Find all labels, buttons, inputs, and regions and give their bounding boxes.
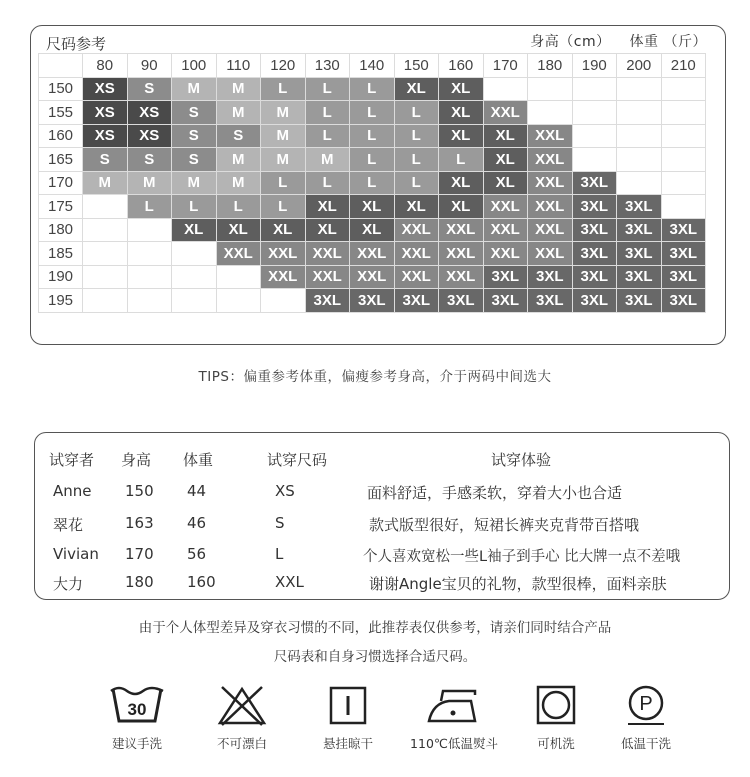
disclaimer-line-1: 由于个人体型差异及穿衣习惯的不同，此推荐表仅供参考，请亲们同时结合产品 (138, 620, 612, 636)
size-cell: 3XL (572, 242, 617, 266)
weight-header: 140 (350, 54, 395, 78)
weight-header: 210 (661, 54, 706, 78)
empty-cell (528, 101, 573, 125)
size-cell: 3XL (528, 289, 573, 313)
empty-cell (617, 124, 662, 148)
size-cell: L (261, 171, 306, 195)
weight-header: 150 (394, 54, 439, 78)
size-row (39, 218, 706, 242)
size-cell: 3XL (483, 265, 528, 289)
weight-header: 160 (439, 54, 484, 78)
size-cell: S (127, 77, 172, 101)
trial-weight: 44 (187, 482, 207, 500)
size-cell: XXL (394, 265, 439, 289)
size-cell: XXL (528, 124, 573, 148)
empty-cell (216, 289, 261, 313)
height-header: 180 (39, 218, 83, 242)
size-cell: L (350, 77, 395, 101)
size-cell: S (83, 148, 128, 172)
size-cell: 3XL (661, 242, 706, 266)
empty-cell (617, 171, 662, 195)
size-cell: XL (305, 218, 350, 242)
size-row (39, 195, 706, 219)
trial-weight: 160 (187, 573, 216, 591)
size-cell: XL (261, 218, 306, 242)
size-chart (30, 25, 726, 345)
size-cell: XXL (439, 218, 484, 242)
empty-cell (127, 265, 172, 289)
empty-cell (661, 77, 706, 101)
size-cell: 3XL (617, 289, 662, 313)
size-cell: L (216, 195, 261, 219)
size-cell: XXL (261, 265, 306, 289)
size-cell: XXL (528, 171, 573, 195)
size-cell: XL (350, 195, 395, 219)
size-cell: L (350, 101, 395, 125)
height-header: 170 (39, 171, 83, 195)
size-cell: XL (439, 77, 484, 101)
size-cell: XXL (305, 265, 350, 289)
size-cell: 3XL (394, 289, 439, 313)
size-cell: M (216, 171, 261, 195)
weight-header: 190 (572, 54, 617, 78)
size-cell: L (350, 148, 395, 172)
size-cell: L (439, 148, 484, 172)
header-height: 身高 (121, 451, 152, 469)
size-cell: XXL (394, 242, 439, 266)
size-cell: M (216, 101, 261, 125)
empty-cell (617, 77, 662, 101)
size-cell: M (216, 77, 261, 101)
empty-cell (172, 265, 217, 289)
size-cell: XXL (350, 265, 395, 289)
trial-name: 大力 (53, 575, 84, 593)
care-item-no-bleach (194, 683, 290, 752)
size-cell: XXL (394, 218, 439, 242)
care-item-machine-wash (508, 683, 604, 752)
size-cell: 3XL (617, 195, 662, 219)
trial-experience: 面料舒适，手感柔软，穿着大小也合适 (367, 484, 623, 502)
size-cell: L (305, 171, 350, 195)
empty-cell (572, 77, 617, 101)
size-row (39, 289, 706, 313)
size-cell: L (394, 171, 439, 195)
size-cell: 3XL (483, 289, 528, 313)
size-cell: XL (483, 171, 528, 195)
hang-dry-icon (318, 683, 378, 727)
empty-cell (617, 101, 662, 125)
size-cell: S (172, 124, 217, 148)
size-cell: XS (127, 101, 172, 125)
trial-size: S (275, 514, 285, 532)
size-cell: L (350, 171, 395, 195)
weight-header: 80 (83, 54, 128, 78)
empty-cell (172, 289, 217, 313)
size-row (39, 265, 706, 289)
size-cell: XL (216, 218, 261, 242)
size-cell: M (172, 77, 217, 101)
size-cell: XL (483, 148, 528, 172)
size-cell: XL (483, 124, 528, 148)
size-cell: 3XL (572, 289, 617, 313)
trial-experience: 个人喜欢宽松一些L袖子到手心 比大牌一点不差哦 (363, 549, 681, 565)
size-cell: XXL (528, 242, 573, 266)
empty-cell (572, 101, 617, 125)
size-chart-title: 尺码参考 (46, 35, 107, 53)
trial-size: L (275, 545, 284, 563)
empty-cell (661, 195, 706, 219)
size-cell: XXL (483, 195, 528, 219)
height-unit-label: 身高（cm） (530, 34, 611, 50)
low-iron-icon (419, 683, 489, 727)
size-cell: XS (83, 77, 128, 101)
size-cell: L (305, 77, 350, 101)
size-cell: M (305, 148, 350, 172)
size-cell: L (261, 77, 306, 101)
empty-cell (572, 124, 617, 148)
trial-name: Vivian (53, 545, 99, 563)
size-cell: M (261, 148, 306, 172)
size-cell: 3XL (572, 171, 617, 195)
weight-header: 110 (216, 54, 261, 78)
size-row (39, 148, 706, 172)
empty-cell (572, 148, 617, 172)
care-label: 悬挂晾干 (322, 736, 373, 751)
size-cell: XL (439, 124, 484, 148)
care-label: 不可漂白 (216, 736, 267, 751)
empty-cell (661, 124, 706, 148)
size-row (39, 101, 706, 125)
size-cell: L (394, 148, 439, 172)
trial-height: 170 (125, 545, 154, 563)
care-label: 110℃低温熨斗 (410, 736, 498, 751)
empty-cell (528, 77, 573, 101)
size-cell: 3XL (439, 289, 484, 313)
empty-cell (261, 289, 306, 313)
size-cell: XL (172, 218, 217, 242)
wash-temp: 30 (127, 700, 147, 719)
machine-wash-icon (526, 683, 586, 727)
size-cell: XL (305, 195, 350, 219)
dry-clean-p-icon (616, 683, 676, 727)
size-cell: 3XL (572, 218, 617, 242)
size-cell: M (127, 171, 172, 195)
header-weight: 体重 (183, 451, 214, 469)
size-chart-units (516, 31, 707, 51)
trial-size: XXL (275, 573, 304, 591)
trial-name: Anne (53, 482, 92, 500)
size-cell: XL (439, 171, 484, 195)
hand-wash-30-icon (107, 683, 167, 727)
size-cell: XS (127, 124, 172, 148)
weight-header: 170 (483, 54, 528, 78)
table-corner (39, 54, 83, 78)
size-cell: L (172, 195, 217, 219)
size-table (38, 53, 706, 313)
empty-cell (617, 148, 662, 172)
size-cell: XXL (483, 218, 528, 242)
size-cell: L (127, 195, 172, 219)
care-item-iron (406, 683, 502, 752)
header-size: 试穿尺码 (267, 451, 328, 469)
trial-table (34, 432, 730, 600)
header-experience: 试穿体验 (491, 451, 552, 469)
empty-cell (127, 218, 172, 242)
empty-cell (661, 148, 706, 172)
size-cell: XL (439, 195, 484, 219)
empty-cell (661, 101, 706, 125)
no-bleach-icon (212, 683, 272, 727)
height-header: 150 (39, 77, 83, 101)
weight-header: 200 (617, 54, 662, 78)
weight-header: 180 (528, 54, 573, 78)
size-cell: XS (83, 101, 128, 125)
trial-size: XS (275, 482, 295, 500)
size-cell: L (305, 124, 350, 148)
size-cell: S (127, 148, 172, 172)
empty-cell (661, 171, 706, 195)
size-cell: 3XL (661, 289, 706, 313)
height-header: 165 (39, 148, 83, 172)
size-cell: XXL (350, 242, 395, 266)
empty-cell (127, 289, 172, 313)
size-cell: S (172, 148, 217, 172)
size-cell: S (172, 101, 217, 125)
dry-clean-letter: P (639, 693, 653, 715)
size-cell: XXL (483, 101, 528, 125)
size-cell: XXL (439, 242, 484, 266)
height-header: 160 (39, 124, 83, 148)
trial-name: 翠花 (53, 516, 84, 534)
trial-weight: 46 (187, 514, 207, 532)
size-row (39, 77, 706, 101)
size-cell: L (261, 195, 306, 219)
size-cell: 3XL (528, 265, 573, 289)
size-cell: XXL (439, 265, 484, 289)
size-cell: L (394, 124, 439, 148)
size-cell: 3XL (572, 265, 617, 289)
weight-header: 120 (261, 54, 306, 78)
tips-text: TIPS：偏重参考体重，偏瘦参考身高，介于两码中间选大 (198, 369, 552, 385)
size-cell: XXL (528, 148, 573, 172)
size-row (39, 242, 706, 266)
trial-height: 150 (125, 482, 154, 500)
size-cell: M (261, 101, 306, 125)
empty-cell (83, 195, 128, 219)
size-cell: 3XL (617, 265, 662, 289)
care-label: 低温干洗 (620, 736, 671, 751)
size-cell: XXL (216, 242, 261, 266)
height-header: 190 (39, 265, 83, 289)
size-cell: L (350, 124, 395, 148)
empty-cell (83, 218, 128, 242)
empty-cell (83, 265, 128, 289)
empty-cell (83, 289, 128, 313)
size-cell: XL (394, 77, 439, 101)
height-header: 175 (39, 195, 83, 219)
size-cell: 3XL (350, 289, 395, 313)
care-label: 建议手洗 (111, 736, 162, 751)
size-cell: XL (439, 101, 484, 125)
height-header: 155 (39, 101, 83, 125)
size-row (39, 124, 706, 148)
size-cell: XXL (261, 242, 306, 266)
trial-height: 180 (125, 573, 154, 591)
empty-cell (483, 77, 528, 101)
empty-cell (83, 242, 128, 266)
size-cell: XL (350, 218, 395, 242)
care-item-hand-wash (89, 683, 185, 752)
empty-cell (172, 242, 217, 266)
care-item-dry-clean (598, 683, 694, 752)
size-cell: 3XL (661, 218, 706, 242)
size-cell: M (216, 148, 261, 172)
size-cell: L (305, 101, 350, 125)
height-header: 185 (39, 242, 83, 266)
size-cell: XXL (528, 195, 573, 219)
trial-experience: 谢谢Angle宝贝的礼物，款型很棒，面料亲肤 (369, 575, 667, 593)
size-cell: 3XL (617, 242, 662, 266)
size-cell: XXL (305, 242, 350, 266)
size-cell: S (216, 124, 261, 148)
size-cell: L (394, 101, 439, 125)
weight-unit-label: 体重 （斤） (629, 34, 707, 50)
trial-height: 163 (125, 514, 154, 532)
weight-header: 130 (305, 54, 350, 78)
care-item-hang-dry (300, 683, 396, 752)
size-cell: XS (83, 124, 128, 148)
trial-weight: 56 (187, 545, 207, 563)
disclaimer-line-2: 尺码表和自身习惯选择合适尺码。 (273, 649, 477, 665)
header-name: 试穿者 (49, 451, 95, 469)
size-cell: M (83, 171, 128, 195)
size-cell: 3XL (305, 289, 350, 313)
size-cell: XXL (528, 218, 573, 242)
empty-cell (127, 242, 172, 266)
size-cell: XXL (483, 242, 528, 266)
size-cell: M (172, 171, 217, 195)
weight-header: 90 (127, 54, 172, 78)
trial-experience: 款式版型很好，短裙长裤夹克背带百搭哦 (369, 516, 640, 534)
height-header: 195 (39, 289, 83, 313)
size-cell: 3XL (572, 195, 617, 219)
size-row (39, 171, 706, 195)
size-cell: XL (394, 195, 439, 219)
size-cell: 3XL (617, 218, 662, 242)
empty-cell (216, 265, 261, 289)
size-cell: 3XL (661, 265, 706, 289)
care-label: 可机洗 (537, 736, 575, 751)
weight-header: 100 (172, 54, 217, 78)
size-cell: M (261, 124, 306, 148)
